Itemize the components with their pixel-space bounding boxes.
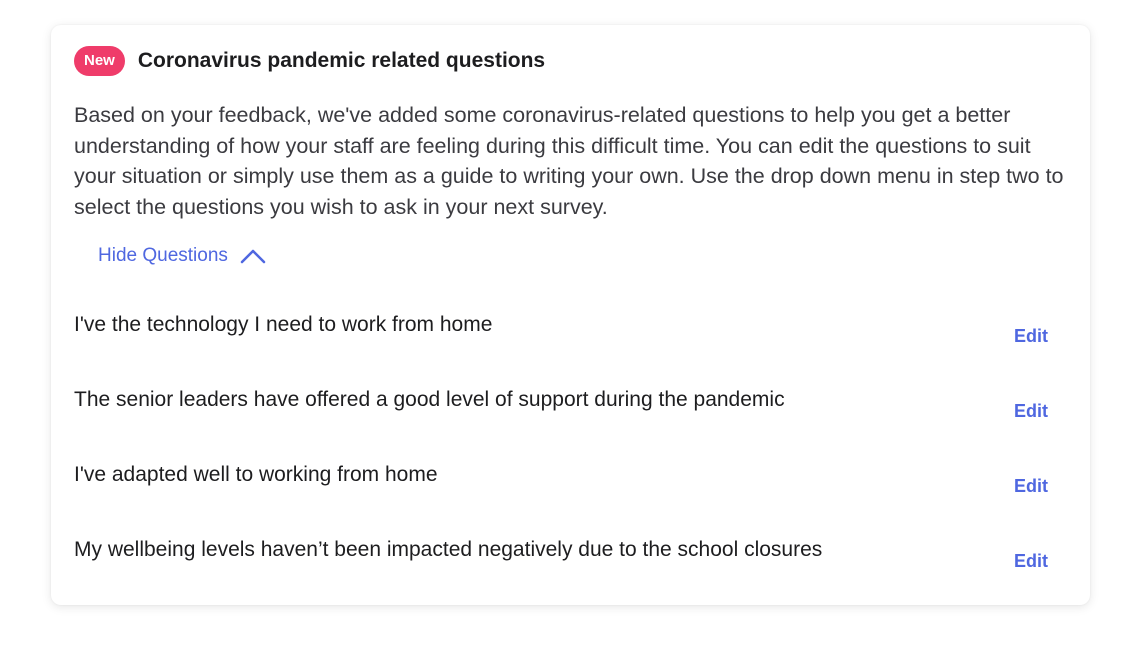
question-text: My wellbeing levels haven’t been impacted negatively due to the school closures [74, 538, 823, 561]
card-title: Coronavirus pandemic related questions [137, 49, 546, 72]
question-item [74, 528, 1064, 603]
new-badge: New [74, 46, 125, 76]
question-item [74, 303, 1064, 378]
hide-questions-toggle[interactable] [98, 245, 266, 267]
edit-button[interactable]: Edit [1014, 476, 1048, 496]
hide-questions-label: Hide Questions [98, 245, 228, 266]
question-text: I've the technology I need to work from home [74, 313, 493, 336]
question-list [74, 303, 1064, 603]
chevron-up-icon [240, 248, 266, 264]
card-description: Based on your feedback, we've added some coronavirus-related questions to help you get a better understanding of how your staff are feeling during this difficult time. You can edit the questions to suit your situation or simply use them as a guide to writing your own. Use the drop down menu in step two to select the questions you wish to ask in your next survey. [74, 103, 1064, 219]
card-header [74, 46, 545, 76]
edit-button[interactable]: Edit [1014, 326, 1048, 346]
question-item [74, 378, 1064, 453]
edit-button[interactable]: Edit [1014, 401, 1048, 421]
question-text: I've adapted well to working from home [74, 463, 438, 486]
questions-card [51, 25, 1090, 605]
edit-button[interactable]: Edit [1014, 551, 1048, 571]
question-item [74, 453, 1064, 528]
question-text: The senior leaders have offered a good level of support during the pandemic [74, 388, 785, 411]
